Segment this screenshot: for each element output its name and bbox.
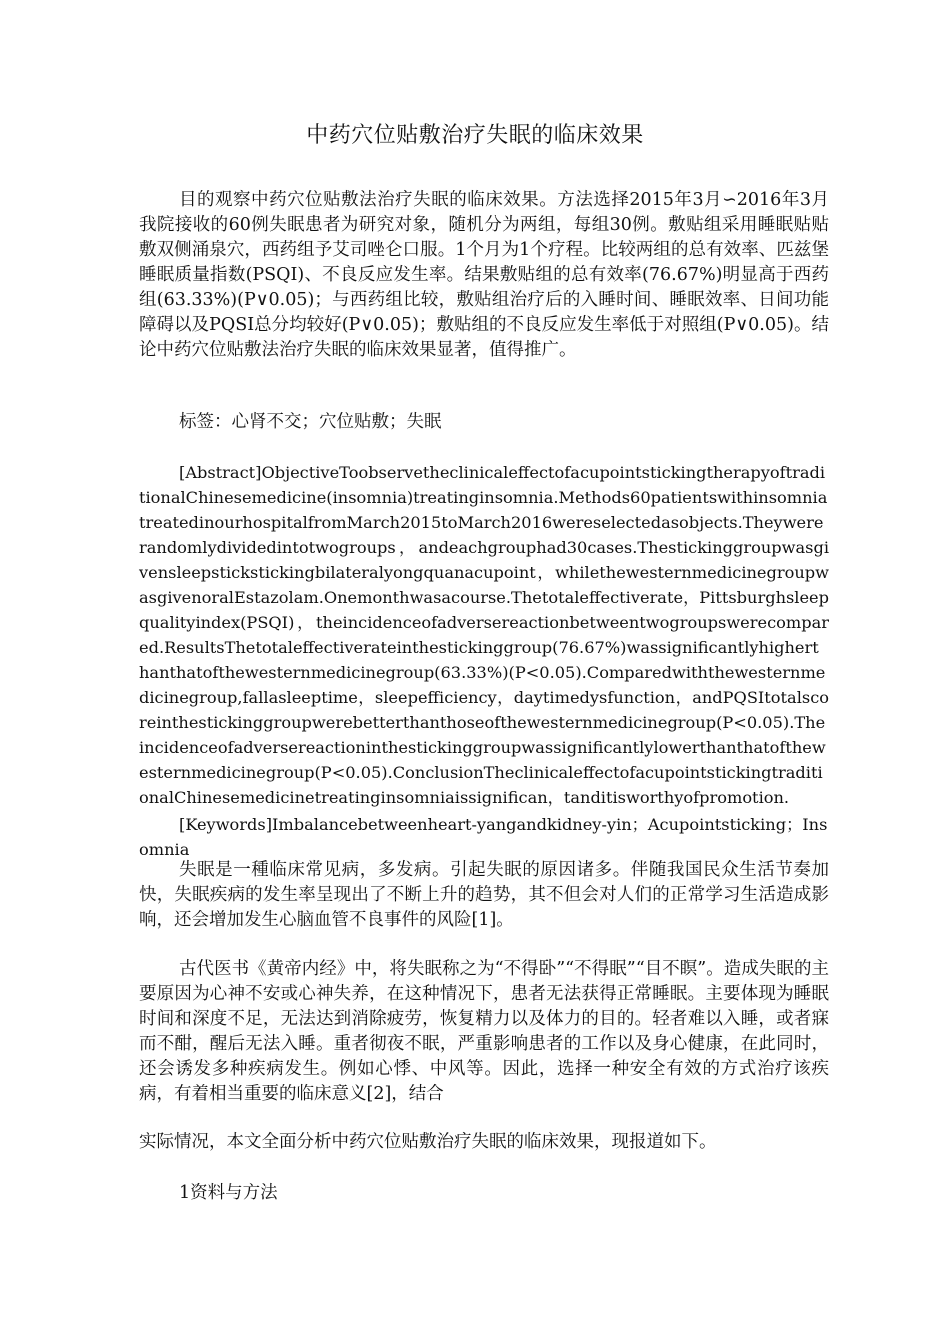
english-abstract: [Abstract]ObjectiveToobservetheclinicaleffectofacupointstickingtherapyoftraditionalChinesemedicine(insomnia)treatinginsomnia.Methods60patientswithinsomniatreatedinourhospitalfromMarch2015toMarch2016wereselectedasobjects.Theywererandomlydividedintotwogroups，andeachgrouphad30cases.Thestickinggroupwasgivensleepstickstickingbilateralyongquanacupoint，whilethewesternmedicinegroupwasgivenoralEstazolam.Onemonthwasacourse.Thetotaleffectiverate，Pittsburghsleepqualityindex(PSQI)，theincidenceofadversereactionbetweentwogroupswerecompared.ResultsThetotaleffectiverateinthestickinggroup(76.67%)wassignificantlyhigherthanthatofthewesternmedicinegroup(63.33%)(P<0.05).Comparedwiththewesternmedicinegroup,fallasleeptime，sleepefficiency，daytimedysfunction，andPQSItotalscoreinthestickinggroupwerebetterthanthoseofthewesternmedicinegroup(P<0.05).Theincidenceofadversereactioninthestickinggroupwassignificantlylowerthanthatofthewesternmedicinegroup(P<0.05).ConclusionTheclinicaleffectofacupointstickingtraditionalChinesemedicinetreatinginsomniaissignifican，tanditisworthyofpromotion. (139, 463, 829, 807)
intro-paragraph-2: 古代医书《黄帝内经》中，将失眠称之为“不得卧”“不得眠”“目不瞑”。造成失眠的主要原因为心神不安或心神失养，在这种情况下，患者无法获得正常睡眠。主要体现为睡眠时间和深度不足，无法达到消除疲劳，恢复精力以及体力的目的。轻者难以入睡，或者寐而不酣，醒后无法入睡。重者彻夜不眠，严重影响患者的工作以及身心健康，在此同时，还会诱发多种疾病发生。例如心悸、中风等。因此，选择一种安全有效的方式治疗该疾病，有着相当重要的临床意义[2]，结合 (139, 959, 829, 1104)
chinese-keywords: 标签：心肾不交；穴位贴敷；失眠 (179, 412, 442, 432)
chinese-abstract: 目的观察中药穴位贴敷法治疗失眠的临床效果。方法选择2015年3月∽2016年3月我院接收的60例失眠患者为研究对象，随机分为两组，每组30例。敷贴组采用睡眠贴贴敷双侧涌泉穴，西药组予艾司唑仑口服。1个月为1个疗程。比较两组的总有效率、匹兹堡睡眠质量指数(PSQI)、不良反应发生率。结果敷贴组的总有效率(76.67%)明显高于西药组(63.33%)(P∨0.05)；与西药组比较，敷贴组治疗后的入睡时间、睡眠效率、日间功能障碍以及PQSI总分均较好(P∨0.05)；敷贴组的不良反应发生率低于对照组(P∨0.05)。结论中药穴位贴敷法治疗失眠的临床效果显著，值得推广。 (139, 190, 829, 360)
english-keywords: [Keywords]Imbalancebetweenheart-yangandkidney-yin；Acupointsticking；Insomnia (139, 815, 828, 859)
section-heading-1: 1资料与方法 (179, 1183, 278, 1203)
intro-paragraph-1: 失眠是一種临床常见病，多发病。引起失眠的原因诸多。伴随我国民众生活节奏加快，失眠疾病的发生率呈现出了不断上升的趋势，其不但会对人们的正常学习生活造成影响，还会增加发生心脑血管不良事件的风险[1]。 (139, 860, 829, 930)
intro-paragraph-3: 实际情况，本文全面分析中药穴位贴敷治疗失眠的临床效果，现报道如下。 (139, 1132, 717, 1152)
document-title: 中药穴位贴敷治疗失眠的临床效果 (306, 123, 644, 148)
